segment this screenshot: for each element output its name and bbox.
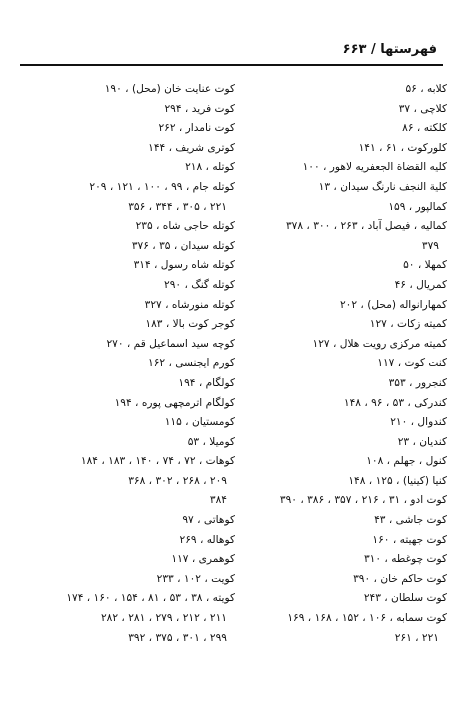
index-entry: کندیان ، ۲۳ (397, 435, 447, 448)
index-entry: کلیه القضاة الجعفریه لاهور ، ۱۰۰ (302, 161, 447, 174)
index-entry: کویته ، ۳۸ ، ۵۳ ، ۸۱ ، ۱۵۴ ، ۱۶۰ ، ۱۷۴ (66, 592, 235, 605)
index-column-left (15, 80, 235, 648)
index-entry: کمالیه ، فیصل آباد ، ۲۶۳ ، ۳۰۰ ، ۳۷۸ (285, 220, 447, 233)
index-entry: کلکته ، ۸۶ (402, 122, 447, 135)
index-entry: کنجرور ، ۳۵۳ (388, 376, 447, 389)
index-entry: کوتله ، ۲۱۸ (185, 161, 235, 174)
index-entry: کوت حاکم خان ، ۳۹۰ (353, 572, 447, 585)
index-entry: کمهارانواله (محل) ، ۲۰۲ (339, 298, 447, 311)
index-entry: کومیلا ، ۵۳ (187, 435, 235, 448)
index-entry: کمریال ، ۴۶ (394, 278, 447, 291)
index-entry: کولگام اترمچهی پوره ، ۱۹۴ (114, 396, 235, 409)
index-entry: کلورکوت ، ۶۱ ، ۱۴۱ (358, 141, 447, 154)
index-entry: کوت نامدار ، ۲۶۲ (158, 122, 235, 135)
index-entry: کلاچی ، ۳۷ (398, 102, 447, 115)
index-entry: کنت کوت ، ۱۱۷ (377, 357, 447, 370)
index-entry-continuation: ۳۸۴ (209, 494, 227, 507)
index-entry: کوتله گنگ ، ۲۹۰ (164, 278, 235, 291)
index-entry: کوت عنایت خان (محل) ، ۱۹۰ (104, 83, 235, 95)
index-entry: کوت سلطان ، ۲۴۳ (363, 592, 447, 605)
index-entry: کمیته مرکزی رویت هلال ، ۱۲۷ (312, 337, 447, 350)
index-entry: کومستیان ، ۱۱۵ (164, 416, 235, 429)
index-entry: کوتله شاه رسول ، ۳۱۴ (133, 259, 235, 272)
index-entry: کمهلا ، ۵۰ (403, 259, 447, 272)
index-entry: کوچه سید اسماعیل قم ، ۲۷۰ (106, 337, 235, 350)
index-entry: کندوال ، ۲۱۰ (390, 416, 447, 429)
index-entry: کوت جهیته ، ۱۶۰ (372, 533, 447, 546)
page-header (20, 40, 443, 66)
index-entry: کلابه ، ۵۶ (405, 83, 447, 95)
index-entry: کمیته زکات ، ۱۲۷ (369, 318, 447, 331)
index-entry-continuation: ۲۲۱ ، ۲۶۱ (394, 631, 439, 644)
index-column-right (237, 80, 447, 648)
index-entry: کوتله جام ، ۹۹ ، ۱۰۰ ، ۱۲۱ ، ۲۰۹ (89, 180, 235, 193)
index-entry-continuation: ۲۰۹ ، ۲۶۸ ، ۳۰۲ ، ۳۶۸ (128, 474, 227, 487)
index-entry: کمالپور ، ۱۵۹ (388, 200, 447, 213)
index-entry: کنیا (کینیا) ، ۱۲۵ ، ۱۴۸ (348, 474, 447, 487)
index-entry: کورم ایجنسی ، ۱۶۲ (148, 357, 235, 370)
index-entry: کوت فرید ، ۲۹۴ (164, 102, 235, 115)
index-entry: کوهمری ، ۱۱۷ (171, 553, 235, 566)
index-entry: کوتله سیدان ، ۳۵ ، ۳۷۶ (131, 239, 235, 252)
index-entry: کوجر کوت بالا ، ۱۸۳ (145, 318, 235, 331)
index-entry: کوت جاشی ، ۴۳ (374, 514, 447, 527)
index-entry: کندرکی ، ۵۳ ، ۹۶ ، ۱۴۸ (343, 396, 447, 409)
index-entry: کوهاله ، ۲۶۹ (179, 533, 235, 546)
index-entry-continuation: ۲۹۹ ، ۳۰۱ ، ۳۷۵ ، ۳۹۲ (128, 631, 227, 644)
index-entry-continuation: ۲۱۱ ، ۲۱۲ ، ۲۷۹ ، ۲۸۱ ، ۲۸۲ (100, 612, 227, 625)
index-entry: کنول ، جهلم ، ۱۰۸ (366, 455, 447, 468)
index-entry: کویت ، ۱۰۲ ، ۲۳۳ (156, 572, 235, 585)
index-entry: کولگام ، ۱۹۴ (178, 376, 235, 389)
index-entry: کوهات ، ۷۲ ، ۷۴ ، ۱۴۰ ، ۱۸۳ ، ۱۸۴ (80, 455, 235, 468)
index-entry: کوتله حاجی شاه ، ۲۳۵ (135, 220, 235, 233)
index-entry: کوتری شریف ، ۱۴۴ (148, 141, 235, 154)
index-entry: کوت چوغطه ، ۳۱۰ (363, 553, 447, 566)
index-entry: کوتله منورشاه ، ۳۲۷ (144, 298, 235, 311)
index-entry-continuation: ۲۲۱ ، ۳۰۵ ، ۳۴۴ ، ۳۵۶ (128, 200, 227, 213)
index-entry: کلیة النجف نارنگ سیدان ، ۱۳ (318, 180, 447, 193)
header-title: فهرستها / ۶۶۳ (342, 42, 437, 57)
index-entry: کوت ادو ، ۳۱ ، ۲۱۶ ، ۳۵۷ ، ۳۸۶ ، ۳۹۰ (279, 494, 447, 507)
index-entry: کوهاتی ، ۹۷ (182, 514, 235, 527)
index-entry: کوت سمابه ، ۱۰۶ ، ۱۵۲ ، ۱۶۸ ، ۱۶۹ (287, 612, 447, 625)
index-entry-continuation: ۳۷۹ (421, 239, 439, 252)
